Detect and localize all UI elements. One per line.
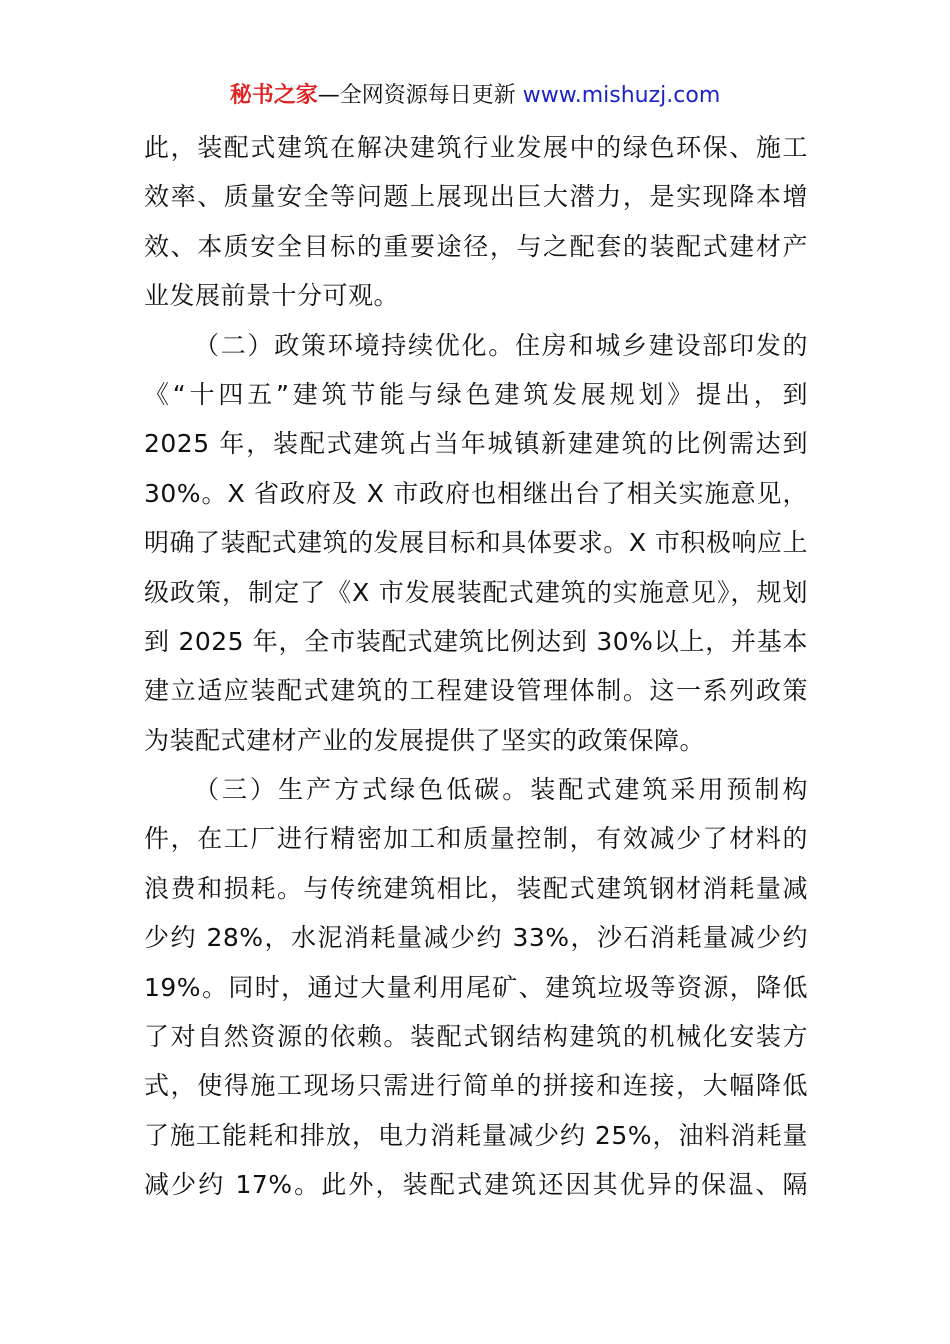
document-body — [144, 128, 808, 1215]
section-heading-line: （二）政策环境持续优化。住房和城乡建设部印发的 — [194, 330, 808, 360]
header-tagline: —全网资源每日更新 — [317, 83, 516, 108]
site-url-link[interactable]: www.mishuzj.com — [522, 83, 721, 108]
text-line: 建立适应装配式建筑的工程建设管理体制。这一系列政策 — [144, 676, 808, 706]
text-line: 《“十四五”建筑节能与绿色建筑发展规划》提出，到 — [144, 379, 808, 409]
text-line: 少约 28%，水泥消耗量减少约 33%，沙石消耗量减少约 — [144, 923, 808, 953]
site-header — [0, 80, 950, 112]
text-line: 件，在工厂进行精密加工和质量控制，有效减少了材料的 — [144, 824, 808, 854]
text-line: 到 2025 年，全市装配式建筑比例达到 30%以上，并基本 — [144, 626, 808, 656]
text-line: 30%。X 省政府及 X 市政府也相继出台了相关实施意见， — [144, 478, 808, 508]
text-line: 级政策，制定了《X 市发展装配式建筑的实施意见》，规划 — [144, 577, 808, 607]
section-heading-line: （三）生产方式绿色低碳。装配式建筑采用预制构 — [194, 775, 808, 805]
text-line: 19%。同时，通过大量利用尾矿、建筑垃圾等资源，降低 — [144, 972, 808, 1002]
text-line: 明确了装配式建筑的发展目标和具体要求。X 市积极响应上 — [144, 528, 808, 558]
text-line: 减少约 17%。此外，装配式建筑还因其优异的保温、隔 — [144, 1170, 808, 1200]
text-line: 了对自然资源的依赖。装配式钢结构建筑的机械化安装方 — [144, 1022, 808, 1052]
text-line: 了施工能耗和排放，电力消耗量减少约 25%，油料消耗量 — [144, 1120, 808, 1150]
text-line: 式，使得施工现场只需进行简单的拼接和连接，大幅降低 — [144, 1071, 808, 1101]
brand-name: 秘书之家 — [229, 83, 318, 108]
text-line: 效率、质量安全等问题上展现出巨大潜力，是实现降本增 — [144, 182, 808, 212]
text-line: 为装配式建材产业的发展提供了坚实的政策保障。 — [144, 725, 706, 755]
text-line: 效、本质安全目标的重要途径，与之配套的装配式建材产 — [144, 231, 808, 261]
text-line: 此，装配式建筑在解决建筑行业发展中的绿色环保、施工 — [144, 133, 808, 162]
text-line: 业发展前景十分可观。 — [144, 281, 400, 311]
text-line: 2025 年，装配式建筑占当年城镇新建建筑的比例需达到 — [144, 429, 808, 459]
text-line: 浪费和损耗。与传统建筑相比，装配式建筑钢材消耗量减 — [144, 873, 808, 903]
